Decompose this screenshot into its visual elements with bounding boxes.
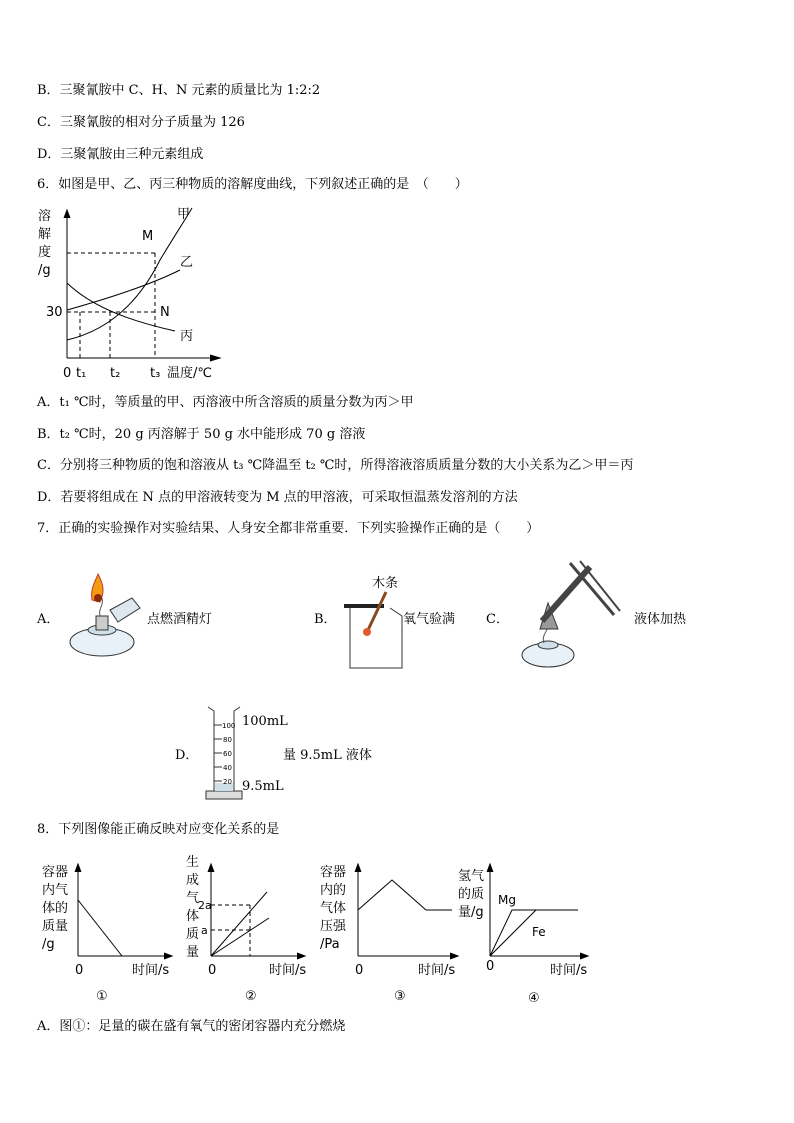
g4-xlabel: 时间/s (550, 963, 588, 978)
y-label-2: 解 (38, 227, 52, 242)
t3-label: t₃ (150, 366, 161, 381)
tick-80: 80 (223, 736, 232, 744)
curve-yi (67, 270, 180, 310)
g2-y5: 质 (186, 927, 200, 942)
q7-d-letter: D． (175, 748, 199, 763)
g3-origin: 0 (355, 963, 364, 978)
g1-y1: 容器 (42, 865, 69, 880)
graph-3 (320, 858, 465, 1008)
g4-y3: 量/g (458, 905, 484, 920)
g2-2a-label: 2a (198, 899, 212, 912)
alcohol-lamp-lighting-image (62, 570, 152, 662)
q7-d-top-label: 100mL (242, 714, 288, 729)
g4-y1: 氢气 (458, 869, 485, 884)
g1-xlabel: 时间/s (132, 963, 170, 978)
curve-jia (67, 208, 192, 340)
g3-y3: 气体 (320, 901, 347, 916)
g3-y4: 压强 (320, 919, 347, 934)
g1-origin: 0 (75, 963, 84, 978)
g1-y2: 内气 (42, 883, 69, 898)
q7-b-letter: B． (314, 612, 337, 627)
liquid-heating-image (510, 555, 625, 675)
q7-a-caption: 点燃酒精灯 (147, 612, 213, 627)
g1-num: ① (96, 989, 108, 1004)
g4-mg-label: Mg (498, 893, 516, 907)
graph-4 (456, 860, 596, 1012)
y-tick-30: 30 (46, 305, 63, 320)
y-label-4: /g (38, 263, 51, 278)
q7-d-bottom-label: 9.5mL (242, 779, 284, 794)
g3-xlabel: 时间/s (418, 963, 456, 978)
q6-option-d: D．若要将组成在 N 点的甲溶液转变为 M 点的甲溶液，可采取恒温蒸发溶剂的方法 (37, 490, 518, 505)
q7-d-caption: 量 9.5mL 液体 (283, 748, 372, 763)
g2-a-label: a (201, 924, 208, 937)
q5-option-b: B．三聚氰胺中 C、H、N 元素的质量比为 1:2:2 (37, 83, 321, 98)
g3-y5: /Pa (320, 937, 340, 952)
solubility-graph (30, 200, 230, 385)
origin-label: 0 (63, 366, 72, 381)
g2-y3: 气 (186, 891, 200, 906)
q6-stem: 6．如图是甲、乙、丙三种物质的溶解度曲线，下列叙述正确的是 （ ） (37, 177, 468, 192)
t1-label: t₁ (76, 366, 87, 381)
g2-y6: 量 (186, 945, 200, 960)
label-bing: 丙 (180, 329, 194, 344)
graph-1 (40, 858, 180, 1008)
g3-num: ③ (394, 989, 406, 1004)
q5-option-c: C．三聚氰胺的相对分子质量为 126 (37, 115, 245, 130)
q6-option-a: A．t₁ ℃时，等质量的甲、丙溶液中所含溶质的质量分数为丙＞甲 (37, 395, 414, 410)
tick-20: 20 (223, 778, 232, 786)
g4-num: ④ (528, 991, 540, 1006)
g4-y2: 的质 (458, 887, 485, 902)
label-jia: 甲 (177, 207, 191, 222)
g1-y4: 质量 (42, 919, 69, 934)
q7-stem: 7．正确的实验操作对实验结果、人身安全都非常重要．下列实验操作正确的是（ ） (37, 521, 540, 536)
t2-label: t₂ (110, 366, 121, 381)
q7-c-caption: 液体加热 (634, 612, 687, 627)
point-n-label: N (160, 305, 170, 320)
g2-y4: 体 (186, 909, 200, 924)
q7-b-caption: 氧气验满 (403, 612, 456, 627)
y-label-3: 度 (38, 245, 52, 260)
q7-a-letter: A． (37, 612, 60, 627)
q6-option-c: C．分别将三种物质的饱和溶液从 t₃ ℃降温至 t₂ ℃时，所得溶液溶质质量分数的大小关系为乙＞甲＝丙 (37, 458, 634, 473)
label-yi: 乙 (180, 255, 194, 270)
g2-origin: 0 (208, 963, 217, 978)
q8-option-a: A．图①：足量的碳在盛有氧气的密闭容器内充分燃烧 (37, 1019, 346, 1034)
g4-origin: 0 (486, 959, 495, 974)
g2-y2: 成 (186, 873, 200, 888)
tick-40: 40 (223, 764, 232, 772)
q6-option-b: B．t₂ ℃时，20 g 丙溶解于 50 g 水中能形成 70 g 溶液 (37, 427, 366, 442)
oxygen-bottle-image (340, 588, 410, 670)
g3-y1: 容器 (320, 865, 347, 880)
tick-60: 60 (223, 750, 232, 758)
g4-fe-label: Fe (532, 925, 546, 939)
g2-y1: 生 (186, 855, 200, 870)
g2-num: ② (245, 989, 257, 1004)
graph-2 (183, 852, 323, 1008)
q8-stem: 8．下列图像能正确反映对应变化关系的是 (37, 822, 280, 837)
curve-bing (67, 283, 175, 331)
q5-option-d: D．三聚氰胺由三种元素组成 (37, 147, 204, 162)
point-m-label: M (142, 229, 154, 244)
tick-100: 100 (222, 722, 236, 730)
q7-b-stick-label: 木条 (372, 576, 399, 591)
g1-y3: 体的 (42, 901, 69, 916)
g1-y5: /g (42, 937, 55, 952)
q7-c-letter: C． (486, 612, 509, 627)
g2-xlabel: 时间/s (269, 963, 307, 978)
x-axis-label: 温度/℃ (167, 366, 212, 381)
g3-y2: 内的 (320, 883, 347, 898)
y-label-1: 溶 (38, 209, 52, 224)
